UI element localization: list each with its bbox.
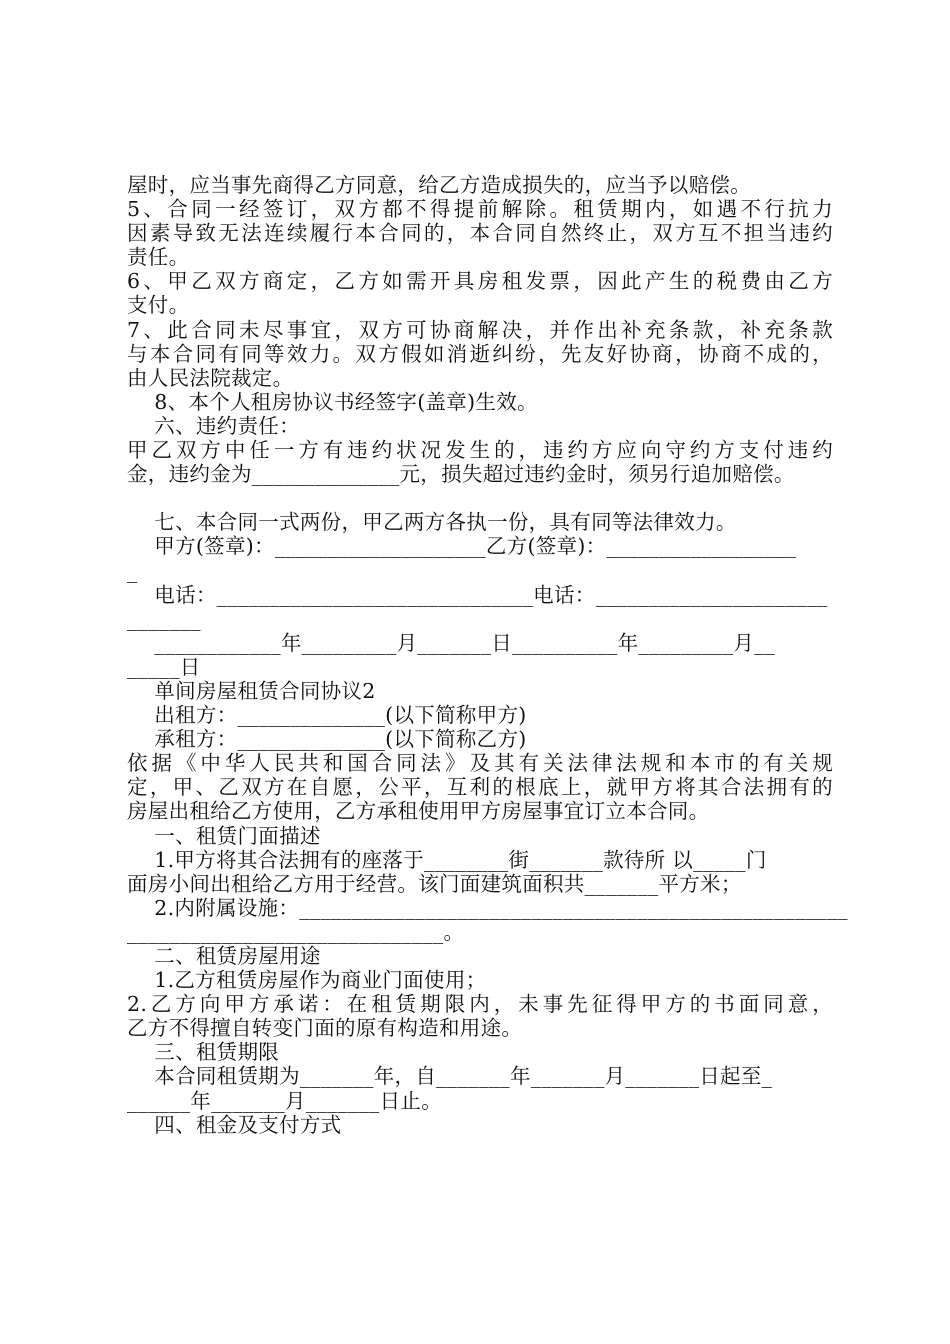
document-line: 屋时，应当事先商得乙方同意，给乙方造成损失的，应当予以赔偿。 (127, 173, 751, 197)
document-line: 乙方不得擅自转变门面的原有构造和用途。 (127, 1016, 523, 1041)
document-line: ____________年_________月_______日__________年_________月__ (127, 630, 776, 655)
document-line: 7、此合同未尽事宜，双方可协商解决，并作出补充条款，补充条款 (127, 317, 833, 342)
document-line: 责任。 (127, 245, 190, 270)
document-line: 单间房屋租赁合同协议2 (127, 678, 376, 703)
document-line: 电话：______________________________电话：______________________ (127, 582, 828, 607)
document-line: 2.内附属设施：____________________________________________________ (127, 895, 848, 920)
document-line: 承租方：______________(以下简称乙方) (127, 727, 527, 752)
document-line: 甲乙双方中任一方有违约状况发生的，违约方应向守约方支付违约 (127, 438, 833, 463)
document-line: 四、租金及支付方式 (127, 1112, 342, 1137)
document-line: 面房小间出租给乙方用于经营。该门面建筑面积共_______平方米； (127, 871, 742, 896)
document-line: 甲方(签章)：____________________乙方(签章)：__________________ (127, 534, 797, 559)
document-line: 金，违约金为______________元，损失超过违约金时，须另行追加赔偿。 (127, 462, 795, 487)
document-line: 房屋出租给乙方使用，乙方承租使用甲方房屋事宜订立本合同。 (127, 799, 710, 824)
document-line: ______年_______月_______日止。 (127, 1088, 442, 1113)
document-line: 七、本合同一式两份，甲乙两方各执一份，具有同等法律效力。 (127, 510, 737, 535)
document-line: 本合同租赁期为_______年，自_______年_______月_______日起至_ (127, 1064, 773, 1089)
document-line: 依据《中华人民共和国合同法》及其有关法律法规和本市的有关规 (127, 751, 833, 776)
document-line: 5、合同一经签订，双方都不得提前解除。租赁期内，如遇不行抗力 (127, 197, 833, 222)
document-line: 1.乙方租赁房屋作为商业门面使用； (127, 968, 487, 993)
document-line: 1.甲方将其合法拥有的座落于________街_______款待所 以_____门 (127, 847, 767, 872)
document-line: 三、租赁期限 (127, 1040, 280, 1065)
document-line: _____日 (127, 654, 201, 679)
document-line: 由人民法院裁定。 (127, 365, 294, 390)
document-line: ______________________________。 (127, 919, 465, 944)
document-line: 2.乙方向甲方承诺：在租赁期限内，未事先征得甲方的书面同意， (127, 992, 833, 1017)
document-line: 6、甲乙双方商定，乙方如需开具房租发票，因此产生的税费由乙方 (127, 269, 833, 294)
document-line: _______ (127, 606, 201, 631)
document-line: 六、违约责任： (127, 413, 300, 438)
document-line: 因素导致无法连续履行本合同的，本合同自然终止，双方互不担当违约 (127, 221, 833, 246)
document-line: 支付。 (127, 293, 190, 318)
document-line: 出租方：______________(以下简称甲方) (127, 703, 527, 728)
document-line: 一、租赁门面描述 (127, 823, 321, 848)
document-line: 定，甲、乙双方在自愿，公平，互利的根底上，就甲方将其合法拥有的 (127, 775, 833, 800)
document-line: 8、本个人租房协议书经签字(盖章)生效。 (127, 389, 538, 414)
document-body (127, 173, 848, 1137)
document-line: 与本合同有同等效力。双方假如消逝纠纷，先友好协商，协商不成的， (127, 341, 833, 366)
document-line: 二、租赁房屋用途 (127, 944, 321, 968)
document-line (127, 486, 833, 510)
document-line: _ (127, 558, 138, 583)
